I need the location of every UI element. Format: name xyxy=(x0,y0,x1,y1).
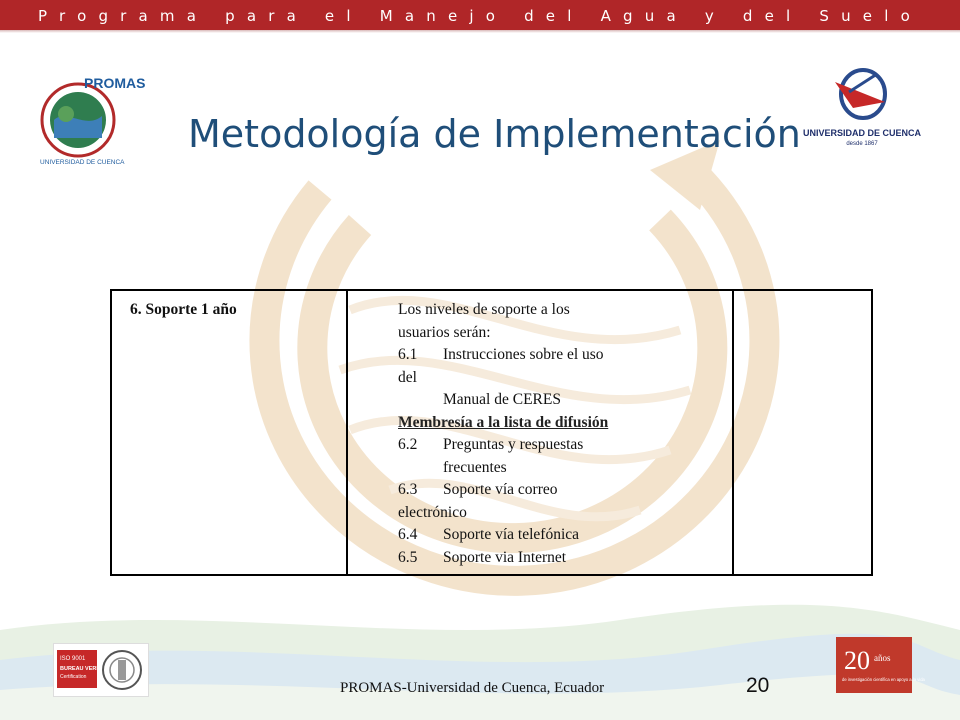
membership-link[interactable]: Membresía a la lista de difusión xyxy=(398,413,609,431)
list-item: 6.2 Preguntas y respuestas xyxy=(398,436,584,453)
page-title: Metodología de Implementación xyxy=(188,112,801,156)
step-cell: 6. Soporte 1 año xyxy=(111,290,347,575)
svg-text:Certification: Certification xyxy=(60,674,87,680)
header-text: Programa para el Manejo del Agua y del Suelo xyxy=(38,7,922,25)
svg-text:de investigación científica en: de investigación científica en apoyo a la vida xyxy=(842,677,925,682)
svg-text:ISO 9001: ISO 9001 xyxy=(60,656,86,662)
cuenca-logo-tagline: desde 1867 xyxy=(846,141,878,147)
bureau-veritas-logo xyxy=(53,643,149,697)
methodology-table xyxy=(110,289,873,576)
page-number: 20 xyxy=(746,674,770,697)
empty-cell xyxy=(733,290,872,575)
universidad-de-cuenca-logo xyxy=(802,62,922,152)
list-item: Manual de CERES xyxy=(443,391,561,408)
list-item: frecuentes xyxy=(443,458,507,476)
promas-logo xyxy=(26,68,146,168)
list-item: 6.4 Soporte vía telefónica xyxy=(398,526,580,543)
cuenca-logo-name: UNIVERSIDAD DE CUENCA xyxy=(802,128,922,138)
svg-text:años: años xyxy=(874,653,891,663)
svg-text:20: 20 xyxy=(844,646,870,675)
svg-text:BUREAU VERITAS: BUREAU VERITAS xyxy=(60,666,109,672)
anniversary-20-years-logo xyxy=(836,637,925,693)
svg-text:UNIVERSIDAD DE CUENCA: UNIVERSIDAD DE CUENCA xyxy=(40,159,125,166)
footer-text: PROMAS-Universidad de Cuenca, Ecuador xyxy=(340,680,605,696)
list-item: 6.5 Soporte via Internet xyxy=(398,548,567,566)
list-item: del xyxy=(398,368,417,386)
list-item: 6.1 Instrucciones sobre el uso xyxy=(398,346,604,363)
table-row xyxy=(111,290,872,575)
list-item: Los niveles de soporte a los xyxy=(398,301,570,318)
support-levels-cell xyxy=(347,290,733,575)
list-item: electrónico xyxy=(398,503,467,521)
list-item: usuarios serán: xyxy=(398,323,491,341)
list-item: 6.3 Soporte vía correo xyxy=(398,481,558,498)
promas-logo-text: PROMAS xyxy=(84,75,146,91)
